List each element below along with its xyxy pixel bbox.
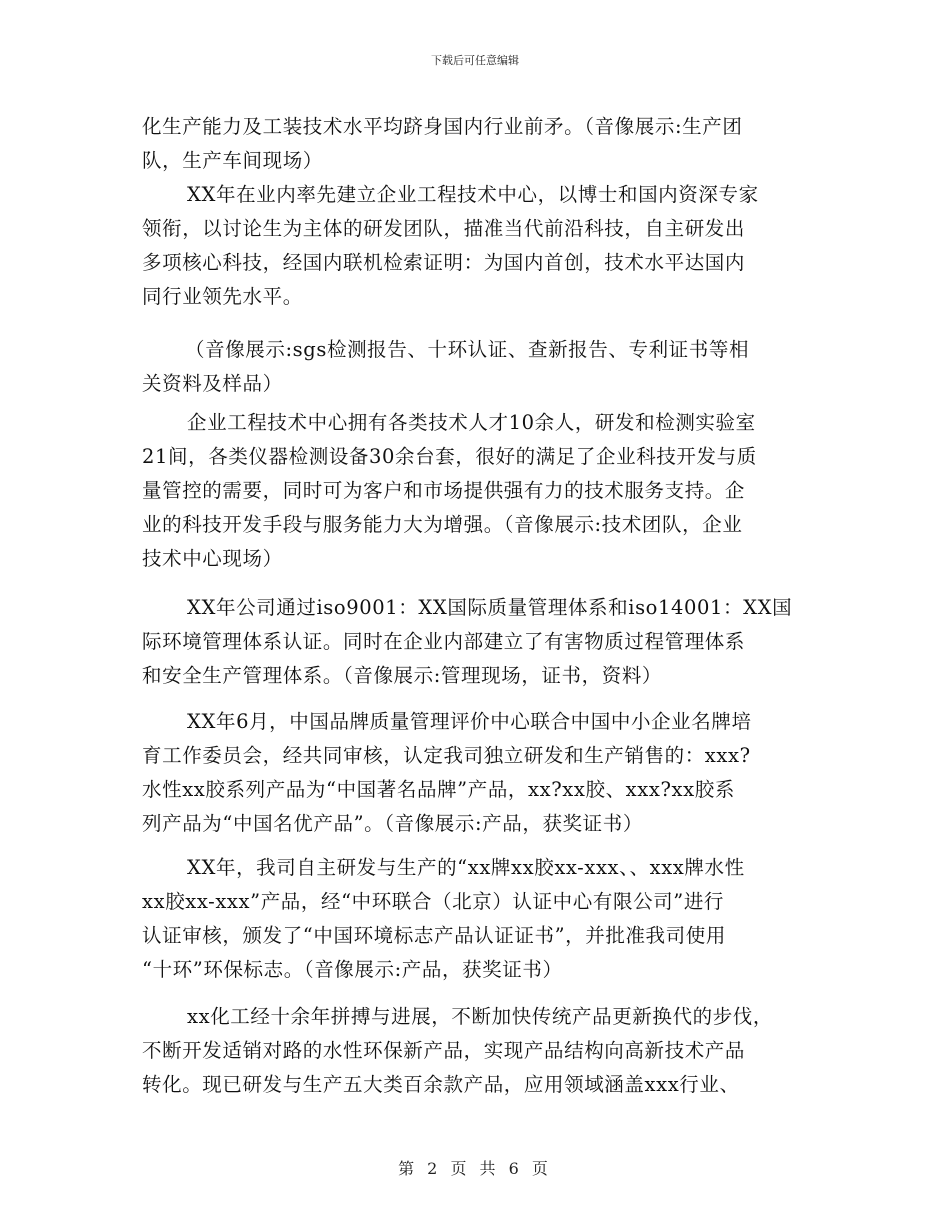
text-line: 量管控的需要，同时可为客户和市场提供强有力的技术服务支持。企 <box>142 479 746 502</box>
text-line: 不断开发适销对路的水性环保新产品，实现产品结构向高新技术产品 <box>142 1039 746 1062</box>
text-line: “十环”环保标志。（音像展示:产品，获奖证书） <box>142 958 563 981</box>
text-line: XX年，我司自主研发与生产的“xx牌xx胶xx-xxx、、xxx牌水性 <box>187 856 745 879</box>
text-line: 列产品为“中国名优产品”。（音像展示:产品，获奖证书） <box>142 812 643 835</box>
text-line: XX年在业内率先建立企业工程技术中心，以博士和国内资深专家 <box>187 183 759 206</box>
text-line: 和安全生产管理体系。（音像展示:管理现场，证书，资料） <box>142 664 663 687</box>
text-line: 多项核心科技，经国内联机检索证明：为国内首创，技术水平达国内 <box>142 251 746 274</box>
text-line: 21间，各类仪器检测设备30余台套，很好的满足了企业科技开发与质 <box>142 445 757 468</box>
text-line: XX年公司通过iso9001：XX国际质量管理体系和iso14001：XX国 <box>187 596 793 619</box>
text-line: （音像展示:sgs检测报告、十环认证、查新报告、专利证书等相 <box>185 338 750 361</box>
page-header-note: 下载后可任意编辑 <box>431 54 519 67</box>
text-line: 技术中心现场） <box>142 547 283 570</box>
text-line: 关资料及样品） <box>142 372 283 395</box>
text-line: 业的科技开发手段与服务能力大为增强。（音像展示:技术团队，企业 <box>142 513 743 536</box>
page-number: 第 2 页 共 6 页 <box>398 1159 552 1178</box>
text-line: 企业工程技术中心拥有各类技术人才10余人，研发和检测实验室 <box>187 411 756 434</box>
text-line: 育工作委员会，经共同审核，认定我司独立研发和生产销售的：xxx? <box>142 744 751 767</box>
text-line: xx化工经十余年拼搏与进展，不断加快传统产品更新换代的步伐， <box>187 1005 773 1028</box>
text-line: 队，生产车间现场） <box>142 149 323 172</box>
text-line: 化生产能力及工装技术水平均跻身国内行业前矛。（音像展示:生产团 <box>142 115 743 138</box>
text-line: 同行业领先水平。 <box>142 285 303 308</box>
text-line: 际环境管理体系认证。同时在企业内部建立了有害物质过程管理体系 <box>142 630 746 653</box>
text-line: 领衔，以讨论生为主体的研发团队，描准当代前沿科技，自主研发出 <box>142 217 746 240</box>
text-line: 认证审核，颁发了“中国环境标志产品认证证书”，并批准我司使用 <box>142 924 726 947</box>
text-line: 转化。现已研发与生产五大类百余款产品，应用领域涵盖xxx行业、 <box>142 1073 740 1096</box>
text-line: 水性xx胶系列产品为“中国著名品牌”产品，xx?xx胶、xxx?xx胶系 <box>142 778 735 801</box>
text-line: xx胶xx-xxx”产品，经“中环联合（北京）认证中心有限公司”进行 <box>142 890 725 913</box>
text-line: XX年6月，中国品牌质量管理评价中心联合中国中小企业名牌培 <box>187 710 752 733</box>
